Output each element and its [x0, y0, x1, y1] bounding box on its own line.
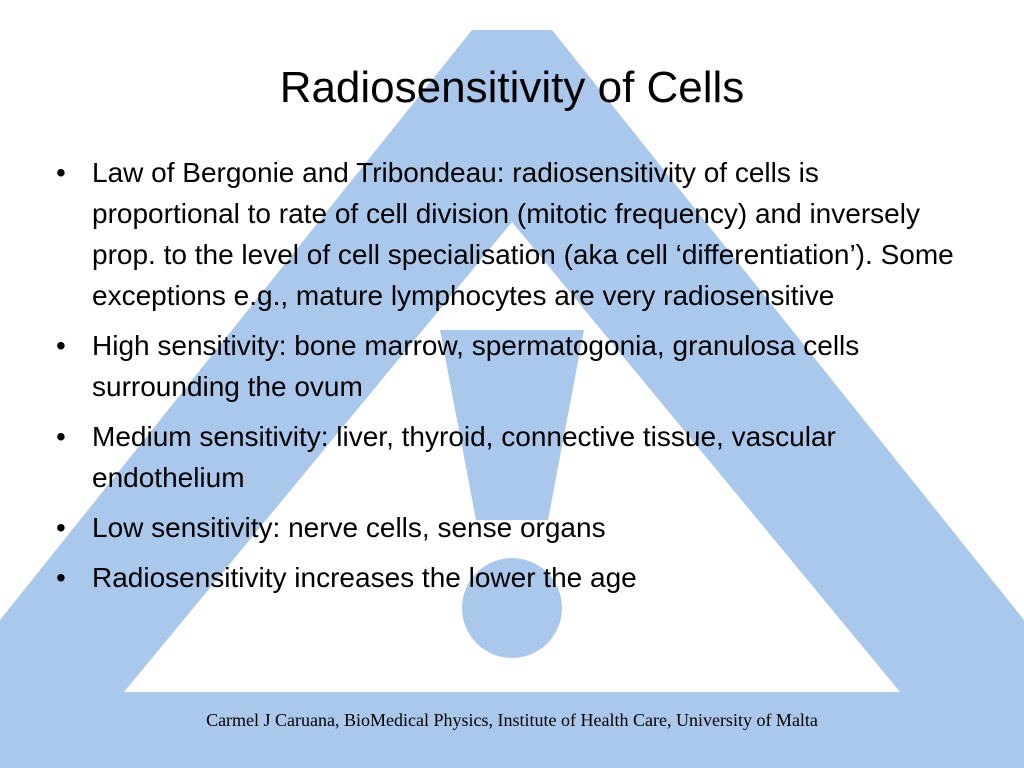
bullet-marker: • [56, 421, 66, 452]
bullet-text: Medium sensitivity: liver, thyroid, connective tissue, vascular endothelium [92, 421, 836, 493]
bullet-text: Radiosensitivity increases the lower the age [92, 562, 637, 593]
bullet-text: High sensitivity: bone marrow, spermatogonia, granulosa cells surrounding the ovum [92, 330, 860, 402]
bullet-item [52, 152, 957, 316]
bullet-text: Law of Bergonie and Tribondeau: radiosensitivity of cells is proportional to rate of cell division (mitotic frequency) and inversely prop. to the level of cell specialisation (aka cell ‘differentiation’). Some exceptions e.g., mature lymphocytes are very radiosensitive [92, 157, 954, 311]
slide-title: Radiosensitivity of Cells [279, 63, 745, 112]
bullet-text: Low sensitivity: nerve cells, sense organs [92, 512, 606, 543]
bullet-item [52, 507, 957, 548]
bullet-marker: • [56, 512, 66, 543]
bullet-marker: • [56, 562, 66, 593]
bullet-marker: • [56, 157, 66, 188]
bullet-item [52, 557, 957, 598]
bullet-item [52, 416, 957, 498]
bullet-item [52, 325, 957, 407]
bullet-list [52, 152, 957, 607]
bullet-marker: • [56, 330, 66, 361]
footer-credit: Carmel J Caruana, BioMedical Physics, Institute of Health Care, University of Malta [206, 710, 818, 730]
